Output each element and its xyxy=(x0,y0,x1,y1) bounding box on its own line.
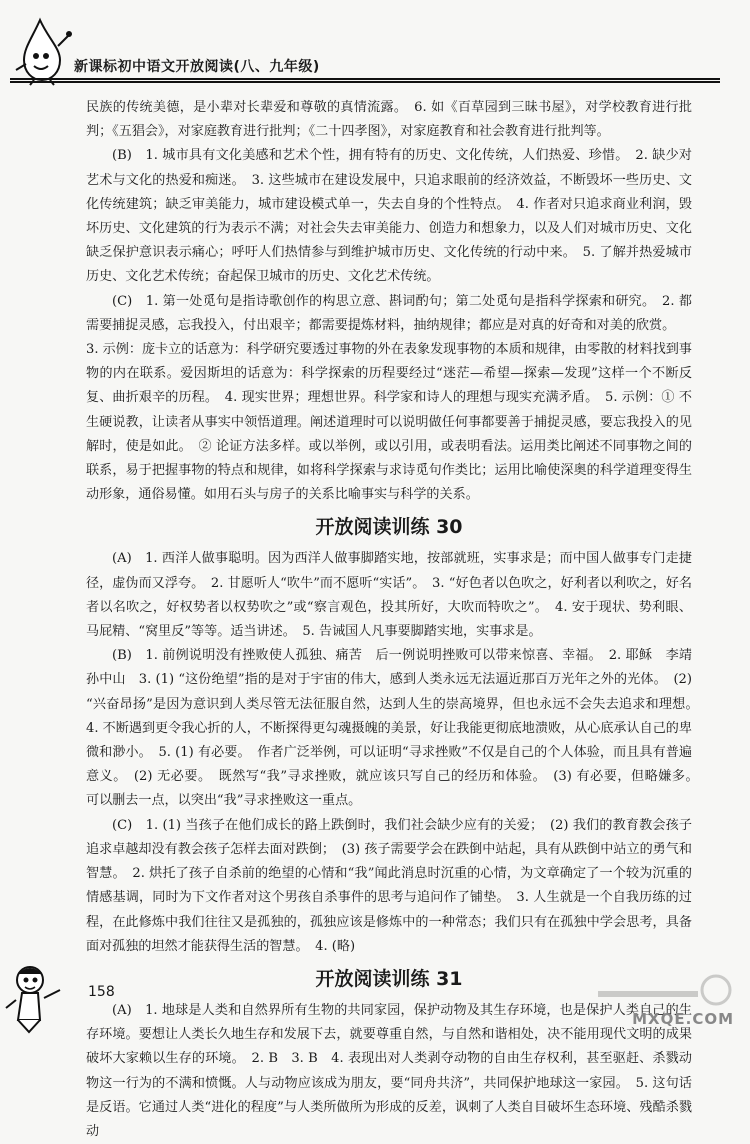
answer-paragraph: (B) 1. 城市具有文化美感和艺术个性，拥有特有的历史、文化传统，人们热爱、珍惜。 2. 缺少对艺术与文化的热爱和痴迷。 3. 这些城市在建设发展中，只追求眼前的经济效益，不断毁坏一些历史、文化传统建筑；缺乏审美能力，城市建设模式单一，失去自身的个性特点。 4. 作者对只追求商业利润，毁坏历史、文化建筑的行为表示不满；对社会失去审美能力、创造力和想象力，以及人们对城市历史、文化缺乏保护意识表示痛心；呼吁人们热情参与到维护城市历史、文化传统的行动中来。 5. 了解并热爱城市历史、文化艺术传统；奋起保卫城市的历史、文化艺术传统。 xyxy=(86,148,692,285)
answer-paragraph: (A) 1. 地球是人类和自然界所有生物的共同家园，保护动物及其生存环境，也是保护人类自己的生存环境。要想让人类长久地生存和发展下去，就要尊重自然，与自然和谐相处，决不能用现代文明的成果破坏大家赖以生存的环境。 2. B 3. B 4. 表现出对人类剥夺动物的自由生存权利，甚至驱赶、杀戮动物这一行为的不满和愤慨。人与动物应该成为朋友，要“同舟共济”，共同保护地球这一家园。 5. 这句话是反语。它通过人类“进化的程度”与人类所做所为形成的反差，讽刺了人类自目破坏生态环境、残酷杀戮动 xyxy=(86,1002,692,1139)
header-rule xyxy=(10,78,720,83)
answer-paragraph: (C) 1. 第一处觅句是指诗歌创作的构思立意、斟词酌句；第二处觅句是指科学探索和研究。 2. 都需要捕捉灵感，忘我投入，付出艰辛；都需要提炼材料，抽纳规律；都应是对真的好奇和对美的欣赏。 xyxy=(86,293,692,333)
answer-paragraph: (A) 1. 西洋人做事聪明。因为西洋人做事脚踏实地，按部就班，实事求是；而中国人做事专门走捷径，虚伪而又浮夸。 2. 甘愿听人“吹牛”而不愿听“实话”。 3. “好色者以色吹之，好利者以利吹之，好名者以名吹之，好权势者以权势吹之”或“察言观色，投其所好，大吹而特吹之”。 4. 安于现状、势利眼、马屁精、“窝里反”等等。适当讲述。 5. 告诫国人凡事要脚踏实地，实事求是。 xyxy=(86,551,692,640)
section-title-30: 开放阅读训练 30 xyxy=(315,516,463,539)
watermark-text: MXQE.COM xyxy=(632,1010,734,1028)
answer-paragraph: (B) 1. 前例说明没有挫败使人孤独、痛苦 后一例说明挫败可以带来惊喜、幸福。 2. 耶稣 李靖 孙中山 3. (1) “这份绝望”指的是对于宇宙的伟大，感到人类永远无法逼近那百万光年之外的光体。 (2) “兴奋昂扬”是因为意识到人类尽管无法征服自然，达到人生的崇高境界，但也永远不会失去追求和理想。 4. 不断遇到更令我心折的人，不断探得更勾魂摄魄的美景，好让我能更彻底地溃败，从心底承认自己的卑微和渺小。 5. (1) 有必要。 作者广泛举例，可以证明“寻求挫败”不仅是自己的个人体验，而且具有普遍意义。 (2) 无必要。 既然写“我”寻求挫败，就应该只写自己的经历和体验。 (3) 有必要，但略嫌多。 可以删去一点，以突出“我”寻求挫败这一重点。 xyxy=(86,648,706,809)
pencil-character-icon xyxy=(4,962,68,1036)
section-title-31: 开放阅读训练 31 xyxy=(315,967,463,990)
page-number: 158 xyxy=(88,984,115,1000)
series-title: 新课标初中语文开放阅读(八、九年级) xyxy=(74,59,320,75)
answer-paragraph: (C) 1. (1) 当孩子在他们成长的路上跌倒时，我们社会缺少应有的关爱； (2) 我们的教育教会孩子追求卓越却没有教会孩子怎样去面对跌倒； (3) 孩子需要学会在跌倒中站起，具有从跌倒中站立的勇气和智慧。 2. 烘托了孩子自杀前的绝望的心情和“我”闻此消息时沉重的心情，为文章确定了一个较为沉重的情感基调，同时为下文作者对这个男孩自杀事件的思考与追问作了铺垫。 3. 人生就是一个自我历练的过程，在此修炼中我们往往又是孤独的，孤独应该是修炼中的一种常态；我们只有在孤独中学会思考，具备面对孤独的坦然才能获得生活的智慧。 4. (略) xyxy=(86,817,692,954)
mascot-drop-icon xyxy=(12,16,74,86)
page-header xyxy=(0,0,750,90)
answer-paragraph: 3. 示例：庞卡立的话意为：科学研究要透过事物的外在表象发现事物的本质和规律，由零散的材料找到事物的内在联系。爱因斯坦的话意为：科学探索的历程要经过“迷茫—希望—探索—发现”这样一个不断反复、曲折艰辛的历程。 4. 现实世界；理想世界。科学家和诗人的理想与现实充满矛盾。 5. 示例：① 不生硬说教，让读者从事实中领悟道理。阐述道理时可以说明做任何事都要善于捕捉灵感，要忘我投入的见解时，使是如此。 ② 论证方法多样。或以举例，或以引用，或表明看法。运用类比阐述不同事物之间的联系，易于把握事物的特点和规律，如将科学探索与求诗觅句作类比；运用比喻使深奥的科学道理变得生动形象，通俗易懂。如用石头与房子的关系比喻事实与科学的关系。 xyxy=(86,342,692,503)
answer-paragraph: 民族的传统美德，是小辈对长辈爱和尊敬的真情流露。 6. 如《百草园到三昧书屋》，对学校教育进行批判；《五猖会》，对家庭教育进行批判；《二十四孝图》，对家庭教育和社会教育进行批判等。 xyxy=(86,100,692,140)
